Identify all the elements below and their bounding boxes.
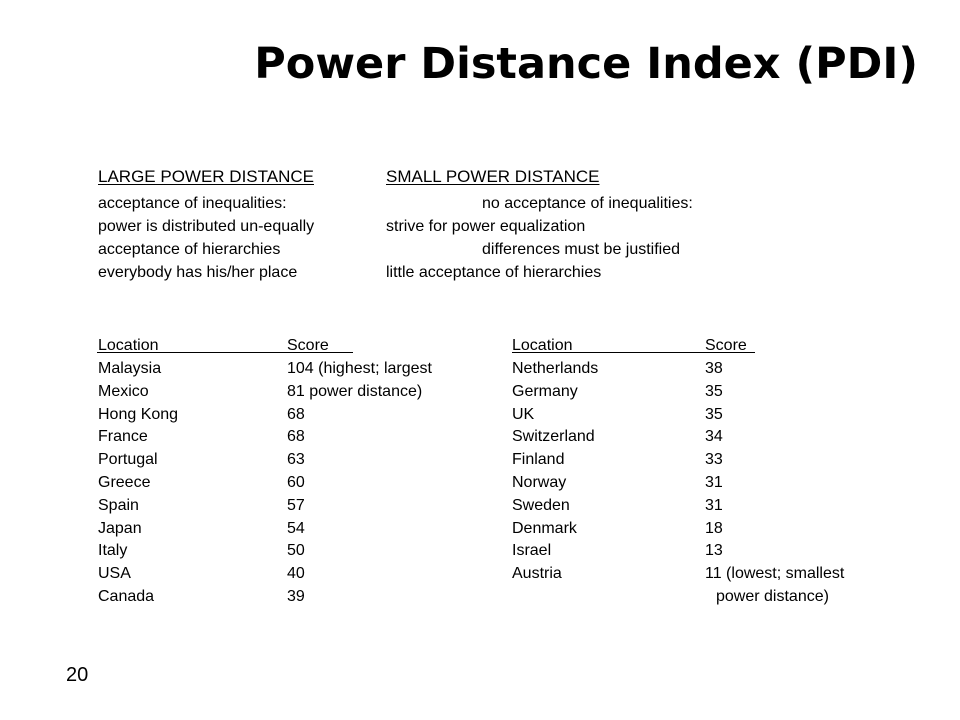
large-power-distance-heading: LARGE POWER DISTANCE bbox=[98, 167, 314, 186]
small-trait: no acceptance of inequalities: bbox=[482, 195, 693, 212]
row-location: Canada bbox=[98, 588, 155, 605]
row-score: 68 bbox=[287, 428, 305, 446]
row-location: Denmark bbox=[512, 519, 577, 537]
low-table-score-note: power distance) bbox=[716, 588, 829, 605]
row-score: 54 bbox=[287, 519, 305, 537]
high-table-header-score: Score bbox=[287, 337, 329, 354]
row-score: 57 bbox=[287, 496, 305, 514]
small-trait: strive for power equalization bbox=[386, 218, 586, 235]
row-score: 63 bbox=[287, 451, 305, 469]
row-score: 81 power distance) bbox=[287, 382, 423, 400]
row-score: 68 bbox=[287, 405, 305, 423]
row-location: Italy bbox=[98, 542, 128, 560]
row-score: 60 bbox=[287, 474, 305, 491]
row-score: 33 bbox=[705, 451, 723, 469]
row-location: Finland bbox=[512, 451, 565, 469]
row-location: Portugal bbox=[98, 451, 158, 469]
row-location: Austria bbox=[512, 565, 562, 583]
small-power-distance-heading: SMALL POWER DISTANCE bbox=[386, 167, 600, 186]
row-location: Norway bbox=[512, 474, 567, 491]
row-score: 11 (lowest; smallest bbox=[705, 565, 845, 583]
low-table-header-score: Score bbox=[705, 337, 747, 354]
row-location: Greece bbox=[98, 474, 151, 491]
row-score: 35 bbox=[705, 382, 723, 400]
row-score: 31 bbox=[705, 474, 723, 491]
row-location: Israel bbox=[512, 542, 552, 560]
row-location: Germany bbox=[512, 382, 578, 400]
row-location: Japan bbox=[98, 519, 142, 537]
small-trait: differences must be justified bbox=[482, 241, 681, 258]
row-score: 13 bbox=[705, 542, 723, 560]
high-table-header-location: Location bbox=[98, 337, 159, 354]
row-score: 34 bbox=[705, 428, 723, 446]
large-trait: power is distributed un-equally bbox=[98, 218, 315, 235]
low-table-header-location: Location bbox=[512, 337, 573, 354]
row-location: France bbox=[98, 428, 148, 446]
row-score: 104 (highest; largest bbox=[287, 360, 432, 377]
row-score: 38 bbox=[705, 360, 723, 377]
row-location: Spain bbox=[98, 496, 139, 514]
page-number: 20 bbox=[66, 664, 89, 686]
row-location: UK bbox=[512, 405, 535, 423]
row-score: 39 bbox=[287, 588, 305, 605]
row-location: Malaysia bbox=[98, 360, 162, 377]
row-location: Sweden bbox=[512, 496, 570, 514]
large-trait: everybody has his/her place bbox=[98, 264, 298, 281]
large-trait: acceptance of inequalities: bbox=[98, 195, 287, 212]
row-score: 31 bbox=[705, 496, 723, 514]
slide-title: Power Distance Index (PDI) bbox=[254, 39, 918, 89]
small-trait: little acceptance of hierarchies bbox=[386, 264, 602, 281]
row-location: USA bbox=[98, 565, 131, 583]
row-score: 40 bbox=[287, 565, 305, 583]
row-score: 18 bbox=[705, 519, 723, 537]
row-score: 35 bbox=[705, 405, 723, 423]
large-trait: acceptance of hierarchies bbox=[98, 241, 281, 258]
row-score: 50 bbox=[287, 542, 305, 560]
row-location: Switzerland bbox=[512, 428, 595, 446]
row-location: Hong Kong bbox=[98, 405, 179, 423]
row-location: Mexico bbox=[98, 382, 149, 400]
row-location: Netherlands bbox=[512, 360, 599, 377]
